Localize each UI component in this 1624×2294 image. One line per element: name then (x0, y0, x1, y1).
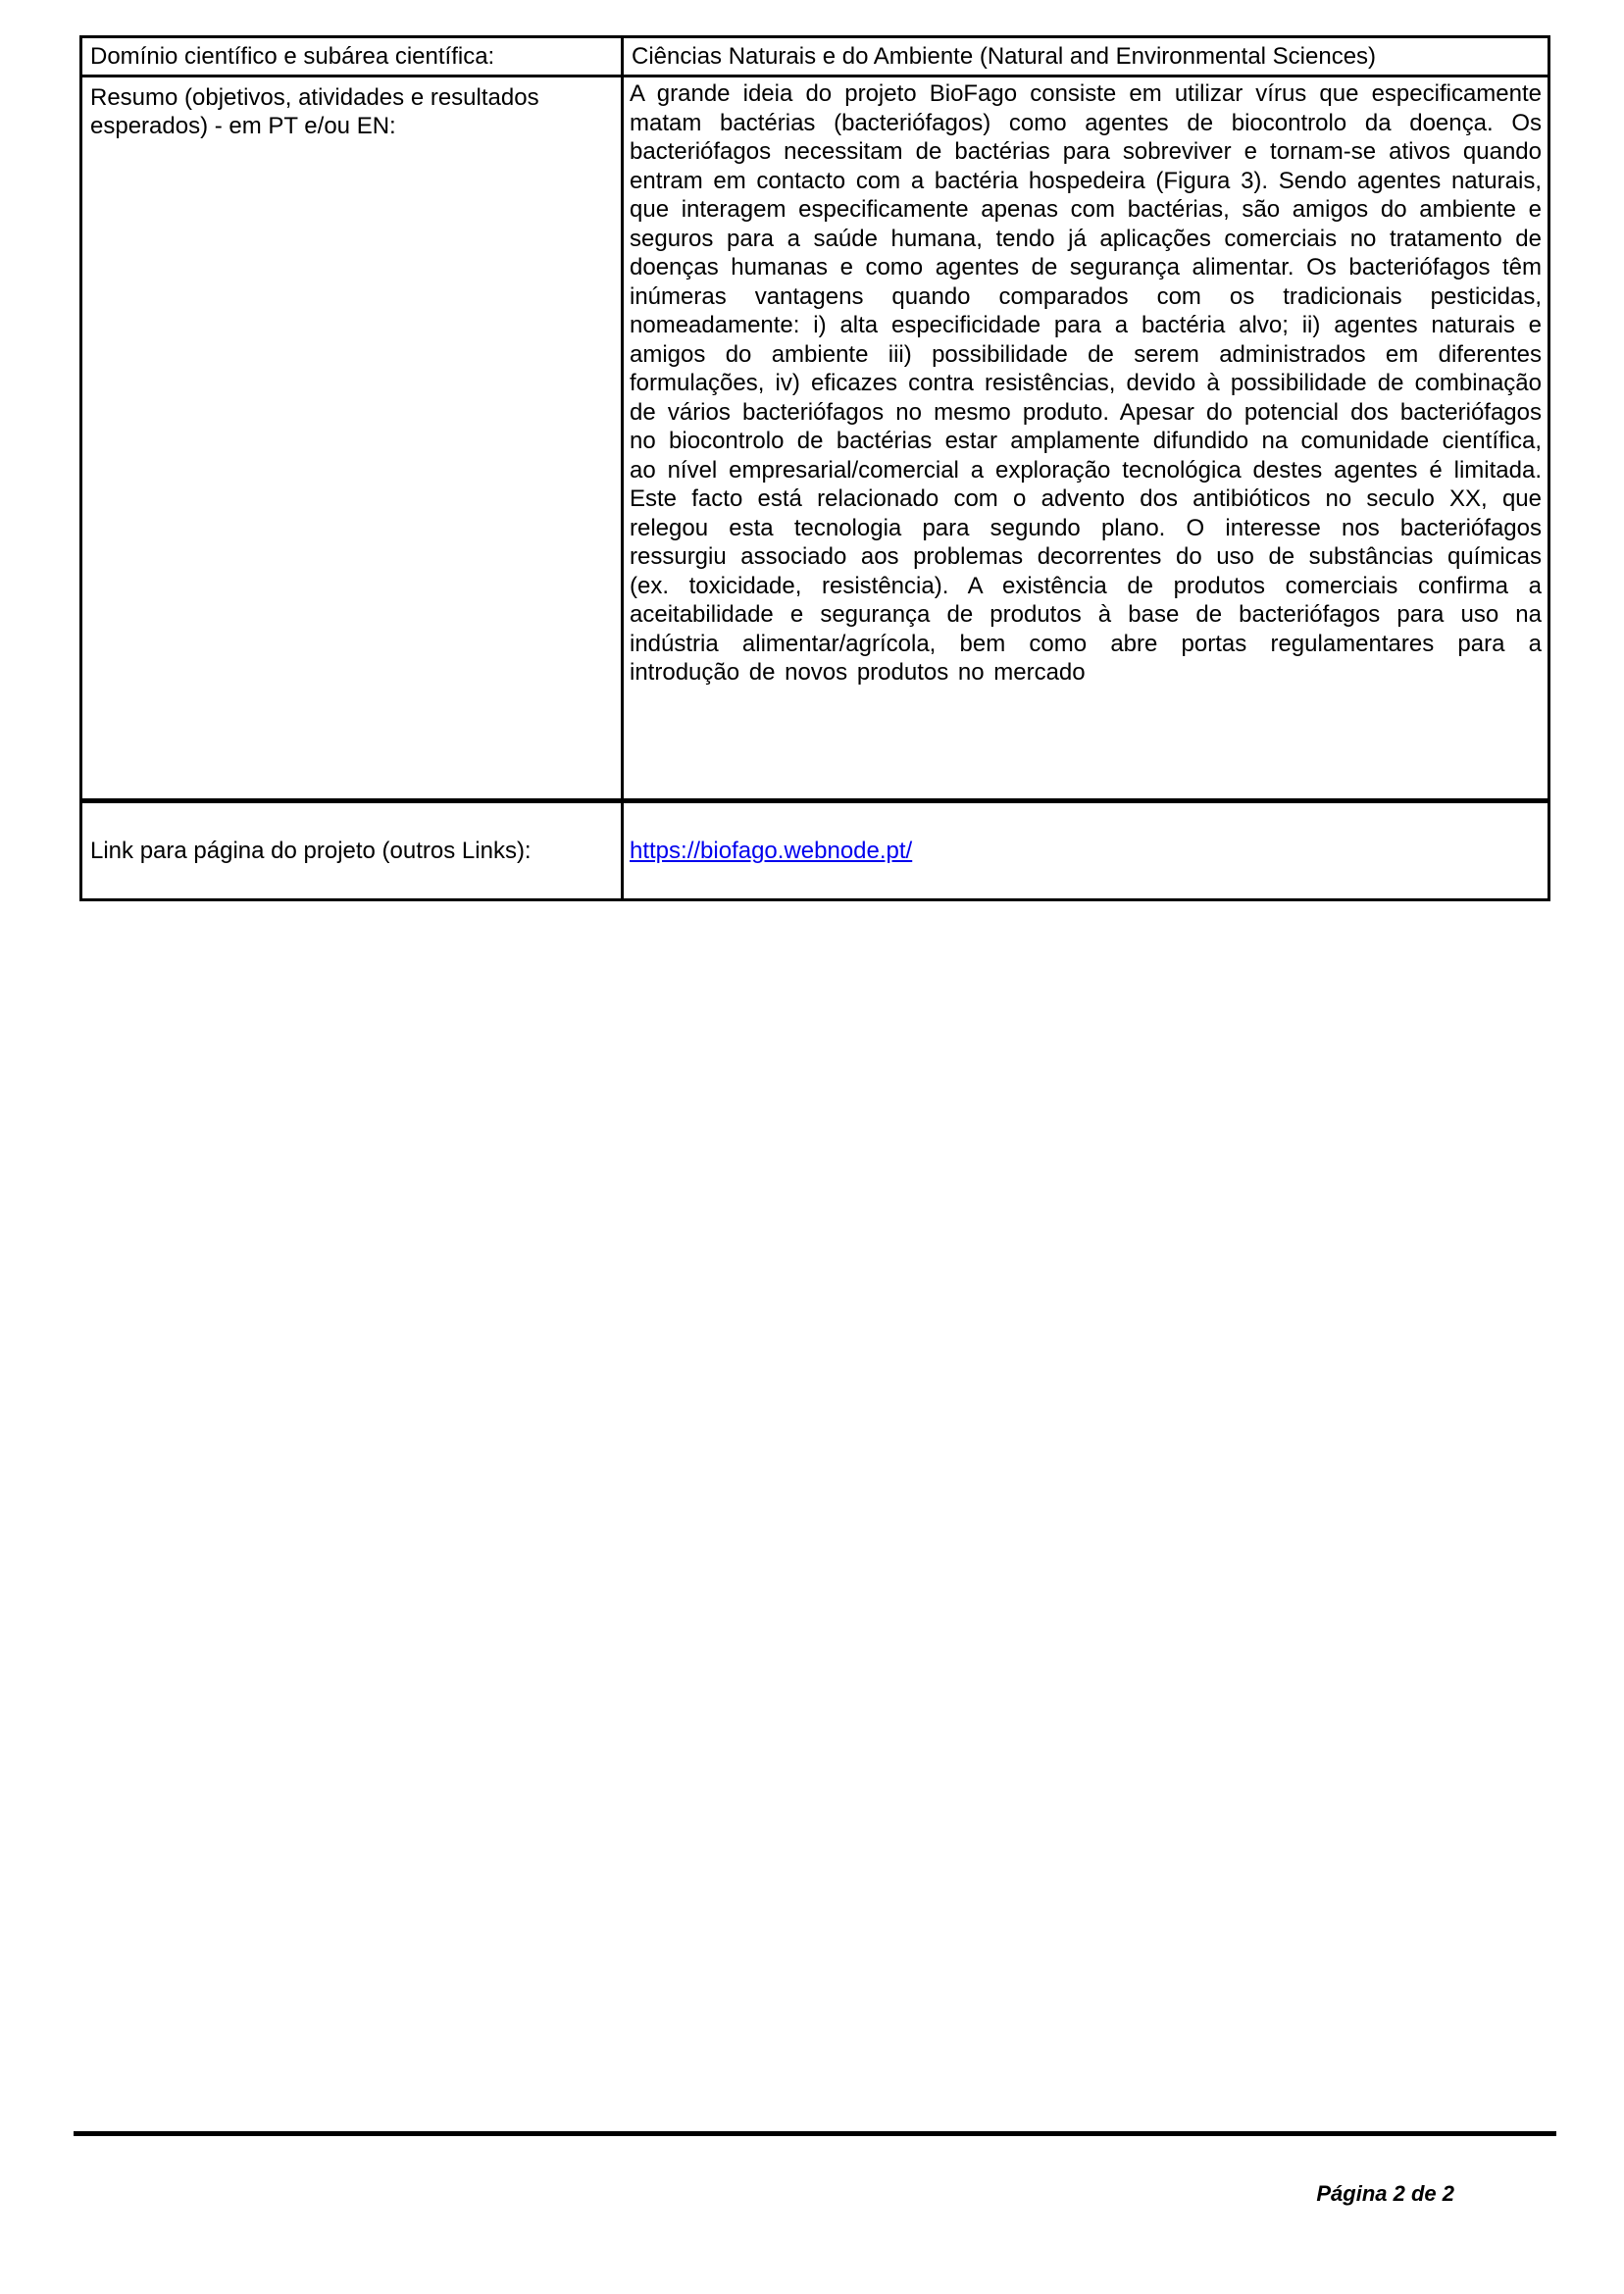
table-row (81, 37, 1549, 76)
domain-label-cell: Domínio científico e subárea científica: (81, 37, 623, 76)
table-row (81, 801, 1549, 900)
link-label-cell: Link para página do projeto (outros Links): (81, 801, 623, 900)
table-row (81, 76, 1549, 801)
domain-value-cell: Ciências Naturais e do Ambiente (Natural and Environmental Sciences) (623, 37, 1549, 76)
page-number: Página 2 de 2 (1316, 2181, 1454, 2206)
footer-divider (74, 2131, 1556, 2136)
project-link[interactable]: https://biofago.webnode.pt/ (630, 838, 913, 864)
project-info-table (79, 35, 1550, 901)
link-value-cell (623, 801, 1549, 900)
resumo-value-cell: A grande ideia do projeto BioFago consiste em utilizar vírus que especificamente matam bactérias (bacteriófagos) como agentes de biocontrolo da doença. Os bacteriófagos necessitam de bactérias para sobreviver e tornam-se ativos quando entram em contacto com a bactéria hospedeira (Figura 3). Sendo agentes naturais, que interagem especificamente apenas com bactérias, são amigos do ambiente e seguros para a saúde humana, tendo já aplicações comerciais no tratamento de doenças humanas e como agentes de segurança alimentar. Os bacteriófagos têm inúmeras vantagens quando comparados com os tradicionais pesticidas, nomeadamente: i) alta especificidade para a bactéria alvo; ii) agentes naturais e amigos do ambiente iii) possibilidade de serem administrados em diferentes formulações, iv) eficazes contra resistências, devido à possibilidade de combinação de vários bacteriófagos no mesmo produto. Apesar do potencial dos bacteriófagos no biocontrolo de bactérias estar amplamente difundido na comunidade científica, ao nível empresarial/comercial a exploração tecnológica destes agentes é limitada. Este facto está relacionado com o advento dos antibióticos no seculo XX, que relegou esta tecnologia para segundo plano. O interesse nos bacteriófagos ressurgiu associado aos problemas decorrentes do uso de substâncias químicas (ex. toxicidade, resistência). A existência de produtos comerciais confirma a aceitabilidade e segurança de produtos à base de bacteriófagos para uso na indústria alimentar/agrícola, bem como abre portas regulamentares para a introdução de novos produtos no mercado (623, 76, 1549, 801)
resumo-label-cell: Resumo (objetivos, atividades e resultados esperados) - em PT e/ou EN: (81, 76, 623, 801)
